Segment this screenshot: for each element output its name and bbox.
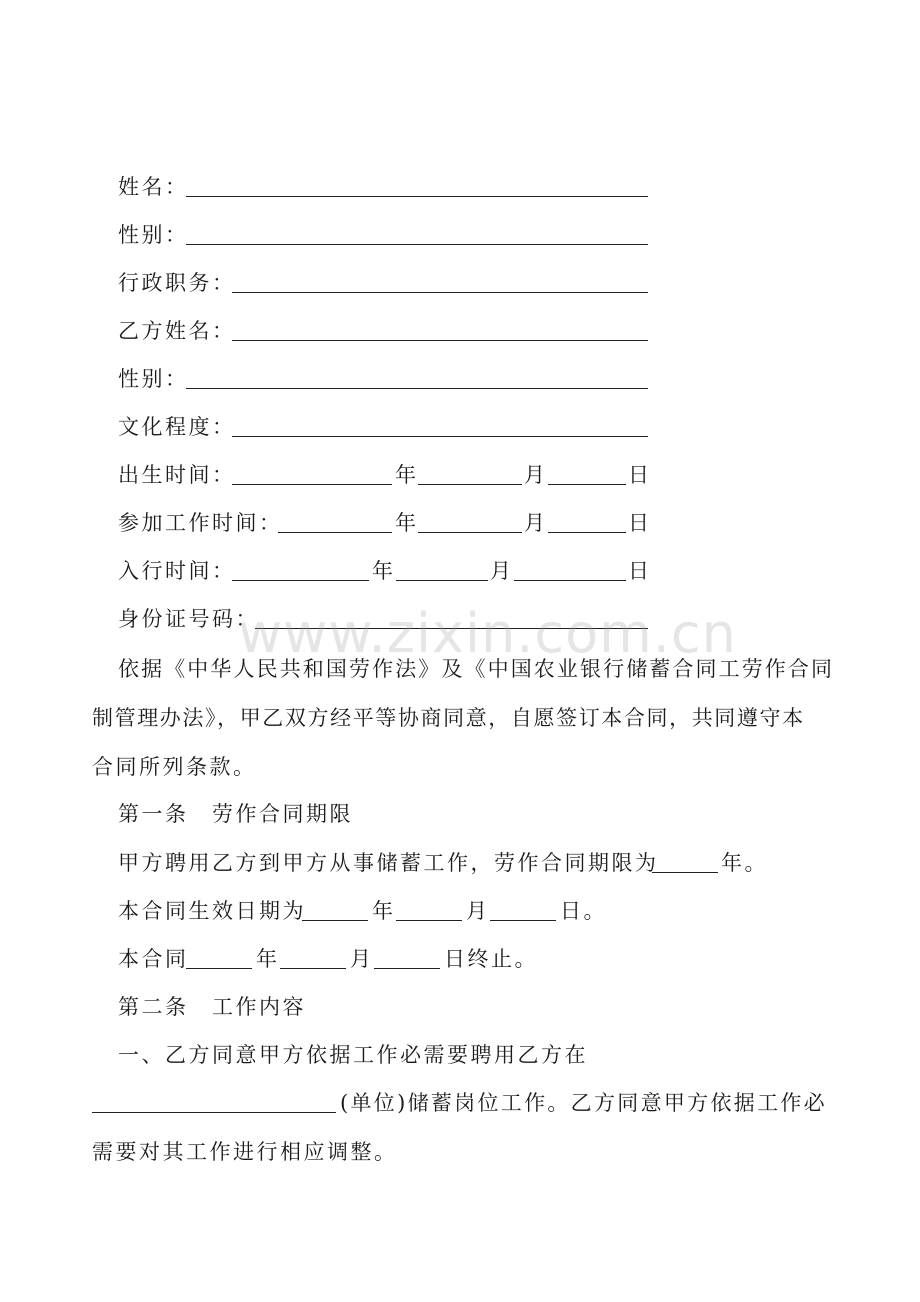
field-name-label: 姓名： [118,175,189,199]
effective-day-blank [490,920,556,921]
effective-month-blank [396,920,462,921]
join-bank-month-unit: 月 [490,559,514,583]
join-bank-year-unit: 年 [372,559,396,583]
field-position-blank [232,292,648,293]
work-start-month-unit: 月 [524,511,548,535]
document-page: 姓名： 性别： 行政职务： 乙方姓名： 性别： 文化程度： 出生时间： 年 月 日 参加工作时间： 年 月 日 入行时间： 年 月 日 身份证号码： www.zixin.com.cn 依据《中华人民共和国劳作法》及《中国农业银行储蓄合同工劳作合同 制管理办法》，甲乙双方经平等协商同意，自愿签订本合同，共同遵守本 合同所列条款。 第一条 劳作合同期限 甲方聘用乙方到甲方从事储蓄工作，劳作合同期限为 年。 本合同生效日期为 年 月 日。 本合同 年 月 日终止。 第二条 工作内容 一、乙方同意甲方依据工作必需要聘用乙方在 (单位)储蓄岗位工作。乙方同意甲方依据工作必 需要对其工作进行相应调整。 [0,0,920,1302]
work-start-day-unit: 日 [628,511,652,535]
join-bank-year-blank [232,580,369,581]
term-years-blank [652,872,718,873]
field-gender-2-blank [186,388,648,389]
end-month-blank [280,968,346,969]
field-join-bank-label: 入行时间： [118,559,236,583]
birth-year-unit: 年 [395,463,419,487]
join-bank-day-unit: 日 [628,559,652,583]
end-day-blank [374,968,440,969]
work-start-month-blank [418,532,522,533]
field-partyb-name-label: 乙方姓名： [118,319,236,343]
birth-month-unit: 月 [524,463,548,487]
birth-day-unit: 日 [628,463,652,487]
birth-day-blank [548,484,626,485]
field-name-blank [186,196,648,197]
work-start-year-blank [278,532,392,533]
field-education-blank [232,436,648,437]
birth-month-blank [418,484,522,485]
birth-year-blank [232,484,392,485]
field-gender-2-label: 性别： [118,367,189,391]
field-position-label: 行政职务： [118,271,236,295]
watermark-text: www.zixin.com.cn [238,602,737,665]
field-birth-label: 出生时间： [118,463,236,487]
unit-name-blank [92,1112,336,1113]
work-start-day-blank [548,532,626,533]
field-education-label: 文化程度： [118,415,236,439]
field-work-start-label: 参加工作时间： [118,511,283,535]
effective-year-blank [302,920,368,921]
field-id-number-label: 身份证号码： [118,607,259,631]
join-bank-month-blank [396,580,488,581]
join-bank-day-blank [514,580,626,581]
field-gender-1-blank [186,244,648,245]
work-start-year-unit: 年 [395,511,419,535]
field-partyb-name-blank [232,340,648,341]
end-year-blank [186,968,252,969]
field-gender-1-label: 性别： [118,223,189,247]
